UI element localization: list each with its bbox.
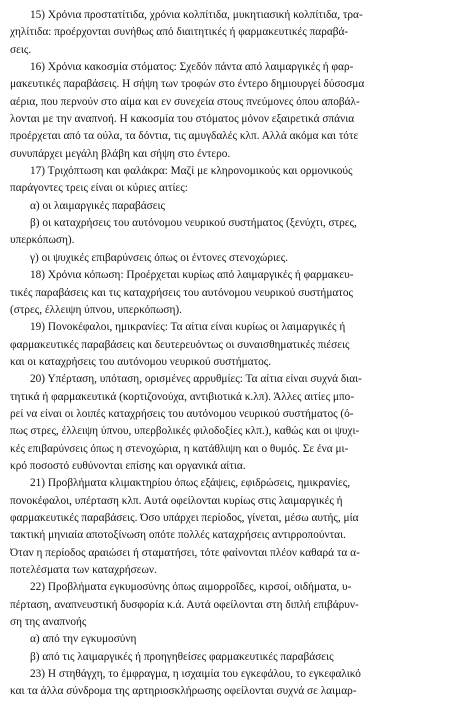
text-line: τητικά ή φαρμακευτικά (κορτιζονούχα, αντιβιοτικά κ.λπ). Άλλες αιτίες μπο- [10,390,355,403]
text-line: (στρες, έλλειψη ύπνου, υπερκόπωση). [10,303,182,316]
text-line: 20) Υπέρταση, υπόταση, ορισμένες αρρυθμίες: Τα αίτια είναι συχνά διαι- [30,373,362,386]
text-line: πέρταση, αναπνευστική δυσφορία κ.ά. Αυτά οφείλονται στη διπλή επιβάρυν- [10,598,359,611]
text-line: πονοκέφαλοι, υπέρταση κλπ. Αυτά οφείλονται κυρίως στις λαιμαργικές ή [10,494,343,507]
text-line: ση της αναπνοής [10,616,87,629]
text-line: α) οι λαιμαργικές παραβάσεις [30,199,166,212]
text-line: υπερκόπωση). [10,234,75,247]
text-line: και οι καταχρήσεις του αυτόνομου νευρικού συστήματος. [10,355,272,368]
text-line: ποτελέσματα των καταχρήσεων. [10,564,157,576]
text-line: Όταν η περίοδος αραιώσει ή σταματήσει, τότε φαίνονται πλέον καθαρά τα α- [10,546,360,559]
text-line: 15) Χρόνια προστατίτιδα, χρόνια κολπίτιδα, μυκητιασική κολπίτιδα, τρα- [30,9,363,21]
text-line: 19) Πονοκέφαλοι, ημικρανίες: Τα αίτια είναι κυρίως οι λαιμαργικές ή [30,321,346,334]
text-line: β) από τις λαιμαργικές ή προηγηθείσες φαρμακευτικές παραβάσεις [30,650,334,663]
text-line: γ) οι ψυχικές επιβαρύνσεις όπως οι έντονες στενοχώριες. [30,251,289,264]
text-line: ρεί να είναι οι λοιπές καταχρήσεις του αυτόνομου νευρικού συστήματος (ό- [10,407,354,420]
text-line: προέρχεται από τα ούλα, τα δόντια, τις αμυγδαλές κλπ. Αλλά ακόμα και τότε [10,130,359,143]
text-line: φαρμακευτικές παραβάσεις και δευτερευόντως οι συναισθηματικές πιέσεις [10,338,350,351]
text-line: τικές παραβάσεις και τις καταχρήσεις του αυτόνομου νευρικού συστήματος [10,286,353,299]
text-line: χηλίτιδα: προέρχονται συνήθως από διαιτητικές ή φαρμακευτικές παραβά- [10,26,349,39]
text-line: 16) Χρόνια κακοσμία στόματος: Σχεδόν πάντα από λαιμαργικές ή φαρ- [30,61,354,74]
text-line: λονται με την αναπνοή. Η κακοσμία του στόματος μόνον εξαιρετικά σπάνια [10,113,355,126]
text-line: σεις. [10,43,32,56]
text-line: συνυπάρχει μεγάλη βλάβη και σήψη στο έντερο. [10,147,231,160]
text-line: κές επιβαρύνσεις όπως η στενοχώρια, η κατάθλιψη και ο θυμός. Σε ένα μι- [10,442,349,455]
text-line: αέρια, που περνούν στο αίμα και εν συνεχεία στους πνεύμονες όπου αποβάλ- [10,95,360,108]
text-line: τακτική μηνιαία αποτοξίνωση οπότε πολλές καταχρήσεις αντιρροπούνται. [10,529,346,542]
text-line: πως στρες, έλλειψη ύπνου, υπερβολικές φιλοδοξίες κλπ.), καθώς και οι ψυχι- [10,425,360,438]
text-line: και τα άλλα σύνδρομα της αρτηριοσκλήρωσης οφείλονται συχνά σε λαιμαρ- [10,685,357,698]
text-line: φαρμακευτικές παραβάσεις. Όσο υπάρχει περίοδος, γίνεται, μέσω αυτής, μία [10,511,359,524]
text-line: μακευτικές παραβάσεις. Η σήψη των τροφών στο έντερο δημιουργεί δύσοσμα [10,78,365,91]
text-line: 22) Προβλήματα εγκυμοσύνης όπως αιμορροΐδες, κιρσοί, οιδήματα, υ- [30,581,352,594]
text-line: 18) Χρόνια κόπωση: Προέρχεται κυρίως από λαιμαργικές ή φαρμακευ- [30,269,354,282]
text-line: α) από την εγκυμοσύνη [30,633,137,646]
text-line: β) οι καταχρήσεις του αυτόνομου νευρικού συστήματος (ξενύχτι, στρες, [30,217,357,230]
text-line: κρό ποσοστό ευθύνονται επίσης και οργανικά αίτια. [10,459,246,472]
text-line: παράγοντες τρεις είναι οι κύριες αιτίες: [10,182,188,195]
text-line: 23) Η στηθάγχη, το έμφραγμα, η ισχαιμία του εγκεφάλου, το εγκεφαλικό [30,668,361,681]
text-line: 21) Προβλήματα κλιμακτηρίου όπως εξάψεις, εφιδρώσεις, ημικρανίες, [30,477,351,490]
text-line: 17) Τριχόπτωση και φαλάκρα: Μαζί με κληρονομικούς και ορμονικούς [30,165,353,178]
